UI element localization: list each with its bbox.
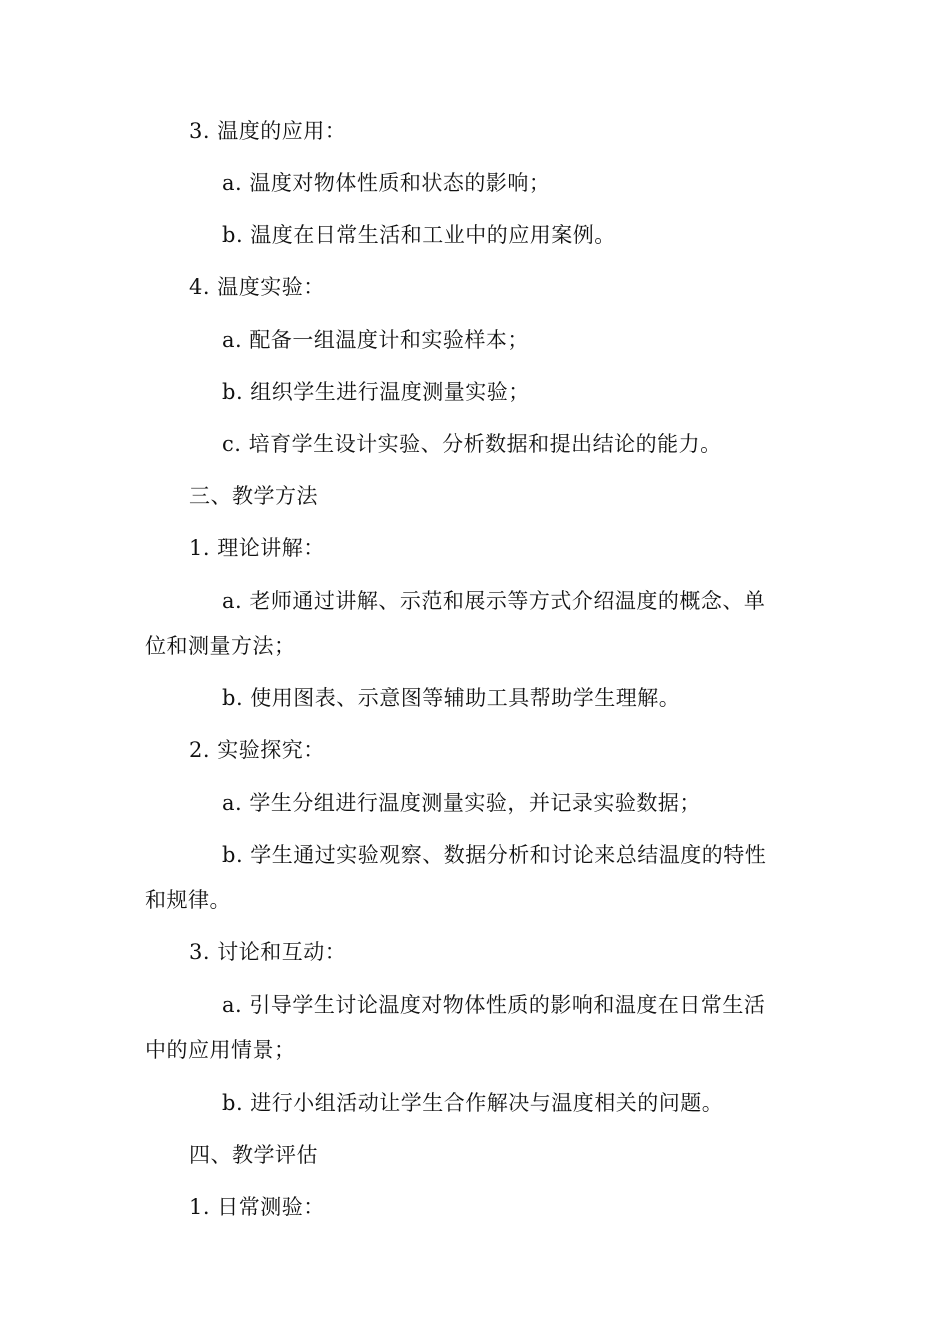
list-item-heading: 3. 讨论和互动： [189, 940, 347, 964]
list-item-heading: 2. 实验探究： [189, 738, 325, 762]
list-item: b. 温度在日常生活和工业中的应用案例。 [222, 223, 616, 247]
list-item: b. 学生通过实验观察、数据分析和讨论来总结温度的特性 [222, 843, 767, 867]
list-item: a. 配备一组温度计和实验样本； [222, 328, 529, 352]
list-item-heading: 1. 理论讲解： [189, 536, 325, 560]
list-item: a. 引导学生讨论温度对物体性质的影响和温度在日常生活 [222, 993, 766, 1017]
list-item: a. 老师通过讲解、示范和展示等方式介绍温度的概念、单 [222, 589, 766, 613]
section-heading: 三、教学方法 [189, 484, 318, 508]
list-item: b. 进行小组活动让学生合作解决与温度相关的问题。 [222, 1091, 724, 1115]
list-item: a. 温度对物体性质和状态的影响； [222, 171, 551, 195]
list-item: b. 使用图表、示意图等辅助工具帮助学生理解。 [222, 686, 681, 710]
list-item-heading: 3. 温度的应用： [189, 119, 347, 143]
list-item-heading: 4. 温度实验： [189, 275, 325, 299]
list-item: b. 组织学生进行温度测量实验； [222, 380, 530, 404]
section-heading: 四、教学评估 [189, 1143, 318, 1167]
list-item-continuation: 中的应用情景； [145, 1038, 296, 1062]
list-item-continuation: 和规律。 [145, 888, 231, 912]
list-item-heading: 1. 日常测验： [189, 1195, 325, 1219]
list-item: c. 培育学生设计实验、分析数据和提出结论的能力。 [222, 432, 722, 456]
list-item-continuation: 位和测量方法； [145, 634, 296, 658]
list-item: a. 学生分组进行温度测量实验，并记录实验数据； [222, 791, 701, 815]
